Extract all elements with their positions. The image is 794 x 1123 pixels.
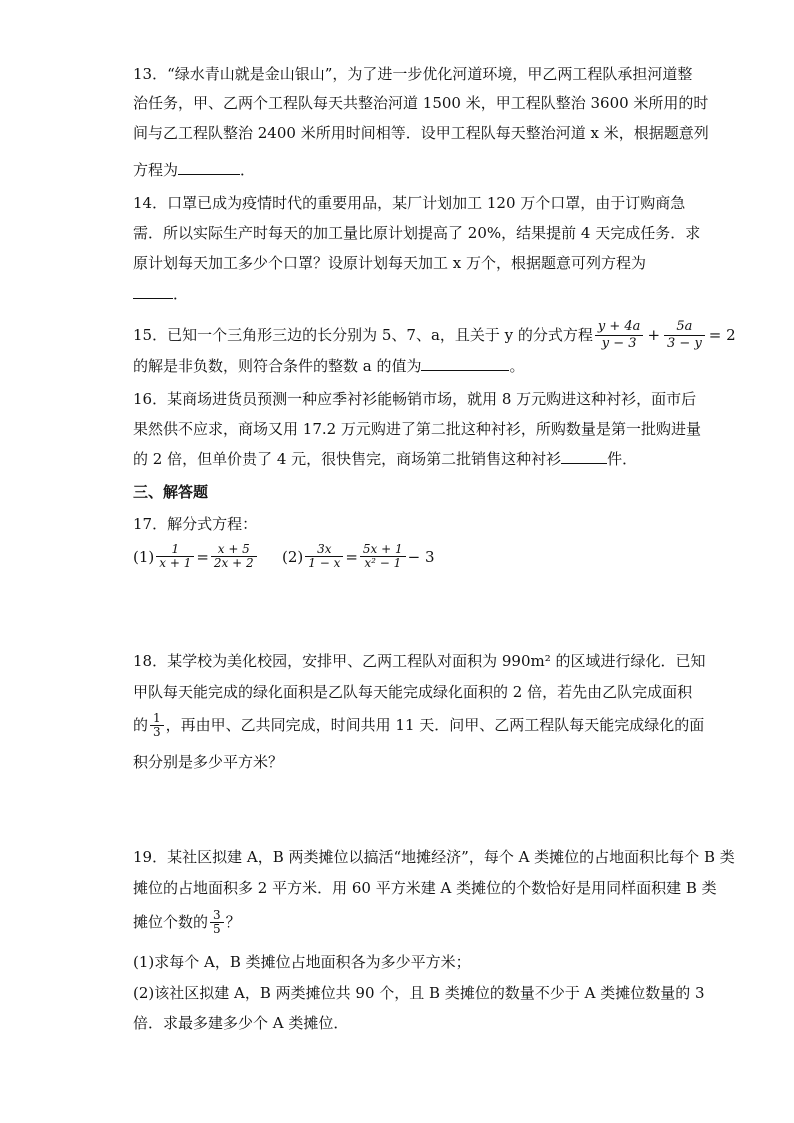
q18-line-3-prefix: 的 (133, 716, 149, 734)
q17-stem: 17．解分式方程： (133, 515, 258, 533)
q13-answer-prefix: 方程为 (133, 161, 179, 179)
q18-line-2: 甲队每天能完成的绿化面积是乙队每天能完成绿化面积的 2 倍，若先由乙队完成面积 (133, 683, 693, 701)
q19-line-3-prefix: 摊位个数的 (133, 913, 209, 931)
q19-part-2-line-2: 倍．求最多建多少个 A 类摊位． (133, 1014, 349, 1032)
q14-answer-suffix: ． (173, 285, 189, 303)
q19-line-3-suffix: ？ (225, 913, 241, 931)
q15-line-2 (133, 356, 525, 376)
q19-part-1: (1)求每个 A，B 类摊位占地面积各为多少平方米； (133, 953, 471, 971)
q17-eq2-left-fraction (305, 543, 343, 570)
q18-fraction-denominator: 3 (153, 724, 161, 739)
q17-eq1-right-numerator: x + 5 (217, 542, 250, 556)
q13-line-3: 间与乙工程队整治 2400 米所用时间相等．设甲工程队每天整治河道 x 米，根据题意列 (133, 124, 709, 142)
q17-eq2-right-fraction (360, 543, 406, 570)
q17-eq2-equals: = (345, 547, 358, 566)
q15-line-1 (133, 318, 738, 352)
section-heading: 三、解答题 (133, 483, 209, 501)
q18-fraction-numerator: 1 (153, 710, 161, 725)
q13-line-1: 13．“绿水青山就是金山银山”，为了进一步优化河道环境，甲乙两工程队承担河道整 (133, 65, 693, 83)
q15-fraction-1 (595, 319, 644, 352)
q19-line-2: 摊位的占地面积多 2 平方米．用 60 平方米建 A 类摊位的个数恰好是用同样面积建 B 类 (133, 879, 717, 897)
q19-line-3 (133, 903, 241, 941)
q15-fraction-2 (664, 319, 705, 352)
q16-answer-blank[interactable] (561, 449, 607, 464)
q16-answer-suffix: 件． (607, 450, 638, 468)
q15-plus-sign: + (647, 326, 661, 344)
q19-fraction-denominator: 5 (213, 921, 221, 936)
q17-eq2-right-denominator: x² − 1 (364, 556, 402, 570)
q17-eq1-left-denominator: x + 1 (159, 556, 192, 570)
q19-line-1: 19．某社区拟建 A，B 两类摊位以搞活“地摊经济”，每个 A 类摊位的占地面积比每个 B 类 (133, 848, 735, 866)
q14-line-2: 需．所以实际生产时每天的加工量比原计划提高了 20%，结果提前 4 天完成任务．求 (133, 224, 701, 242)
q18-line-3-suffix: ，再由甲、乙共同完成，时间共用 11 天．问甲、乙两工程队每天能完成绿化的面 (165, 716, 705, 734)
q15-answer-prefix: 的解是非负数，则符合条件的整数 a 的值为 (133, 357, 422, 375)
q19-fraction (210, 909, 224, 936)
q15-fraction-1-denominator: y − 3 (601, 335, 637, 351)
q14-line-1: 14．口罩已成为疫情时代的重要用品，某厂计划加工 120 万个口罩，由于订购商急 (133, 194, 686, 212)
q19-part-2-line-1: (2)该社区拟建 A，B 两类摊位共 90 个，且 B 类摊位的数量不少于 A 类摊位数量的 3 (133, 984, 705, 1002)
q16-line-3 (133, 449, 637, 469)
q17-eq2-left-numerator: 3x (317, 542, 332, 556)
q15-rhs: = 2 (708, 326, 736, 344)
q13-answer-suffix: ． (240, 161, 256, 179)
q17-eq1-right-denominator: 2x + 2 (213, 556, 254, 570)
q15-fraction-2-numerator: 5a (676, 318, 693, 334)
q16-line-1: 16．某商场进货员预测一种应季衬衫能畅销市场，就用 8 万元购进这种衬衫，面市后 (133, 390, 697, 408)
q17-eq1-left-fraction (156, 543, 194, 570)
q16-line-2: 果然供不应求，商场又用 17.2 万元购进了第二批这种衬衫，所购数量是第一批购进量 (133, 420, 701, 438)
q15-answer-blank[interactable] (421, 356, 509, 371)
q17-part-2-label: (2) (282, 547, 304, 566)
q14-answer-blank[interactable] (133, 284, 173, 299)
q17-eq2-tail: − 3 (407, 547, 435, 566)
q17-eq1-right-fraction (211, 543, 257, 570)
q17-eq1-equals: = (196, 547, 209, 566)
q19-fraction-numerator: 3 (213, 907, 221, 922)
q15-stem: 15．已知一个三角形三边的长分别为 5、7、a，且关于 y 的分式方程 (133, 326, 593, 344)
q15-fraction-2-denominator: 3 − y (667, 335, 702, 351)
q14-line-4 (133, 284, 188, 304)
q14-line-3: 原计划每天加工多少个口罩？设原计划每天加工 x 万个，根据题意可列方程为 (133, 254, 646, 272)
q13-answer-blank[interactable] (178, 160, 240, 175)
q17-part-1-label: (1) (133, 547, 155, 566)
q16-answer-prefix: 的 2 倍，但单价贵了 4 元，很快售完，商场第二批销售这种衬衫 (133, 450, 562, 468)
q13-line-4 (133, 160, 255, 180)
q15-answer-suffix: 。 (509, 357, 525, 375)
q15-fraction-1-numerator: y + 4a (597, 318, 641, 334)
q17-eq1-left-numerator: 1 (171, 542, 180, 556)
q18-fraction (150, 712, 164, 739)
q17-eq2-right-numerator: 5x + 1 (362, 542, 403, 556)
q18-line-1: 18．某学校为美化校园，安排甲、乙两工程队对面积为 990m² 的区域进行绿化．已知 (133, 652, 706, 670)
q17-equation-1 (133, 543, 259, 570)
q13-line-2: 治任务，甲、乙两个工程队每天共整治河道 1500 米，甲工程队整治 3600 米所用的时 (133, 94, 709, 112)
q18-line-4: 积分别是多少平方米？ (133, 753, 284, 771)
q18-line-3 (133, 706, 704, 744)
q17-equation-2 (282, 543, 435, 570)
q17-eq2-left-denominator: 1 − x (308, 556, 341, 570)
